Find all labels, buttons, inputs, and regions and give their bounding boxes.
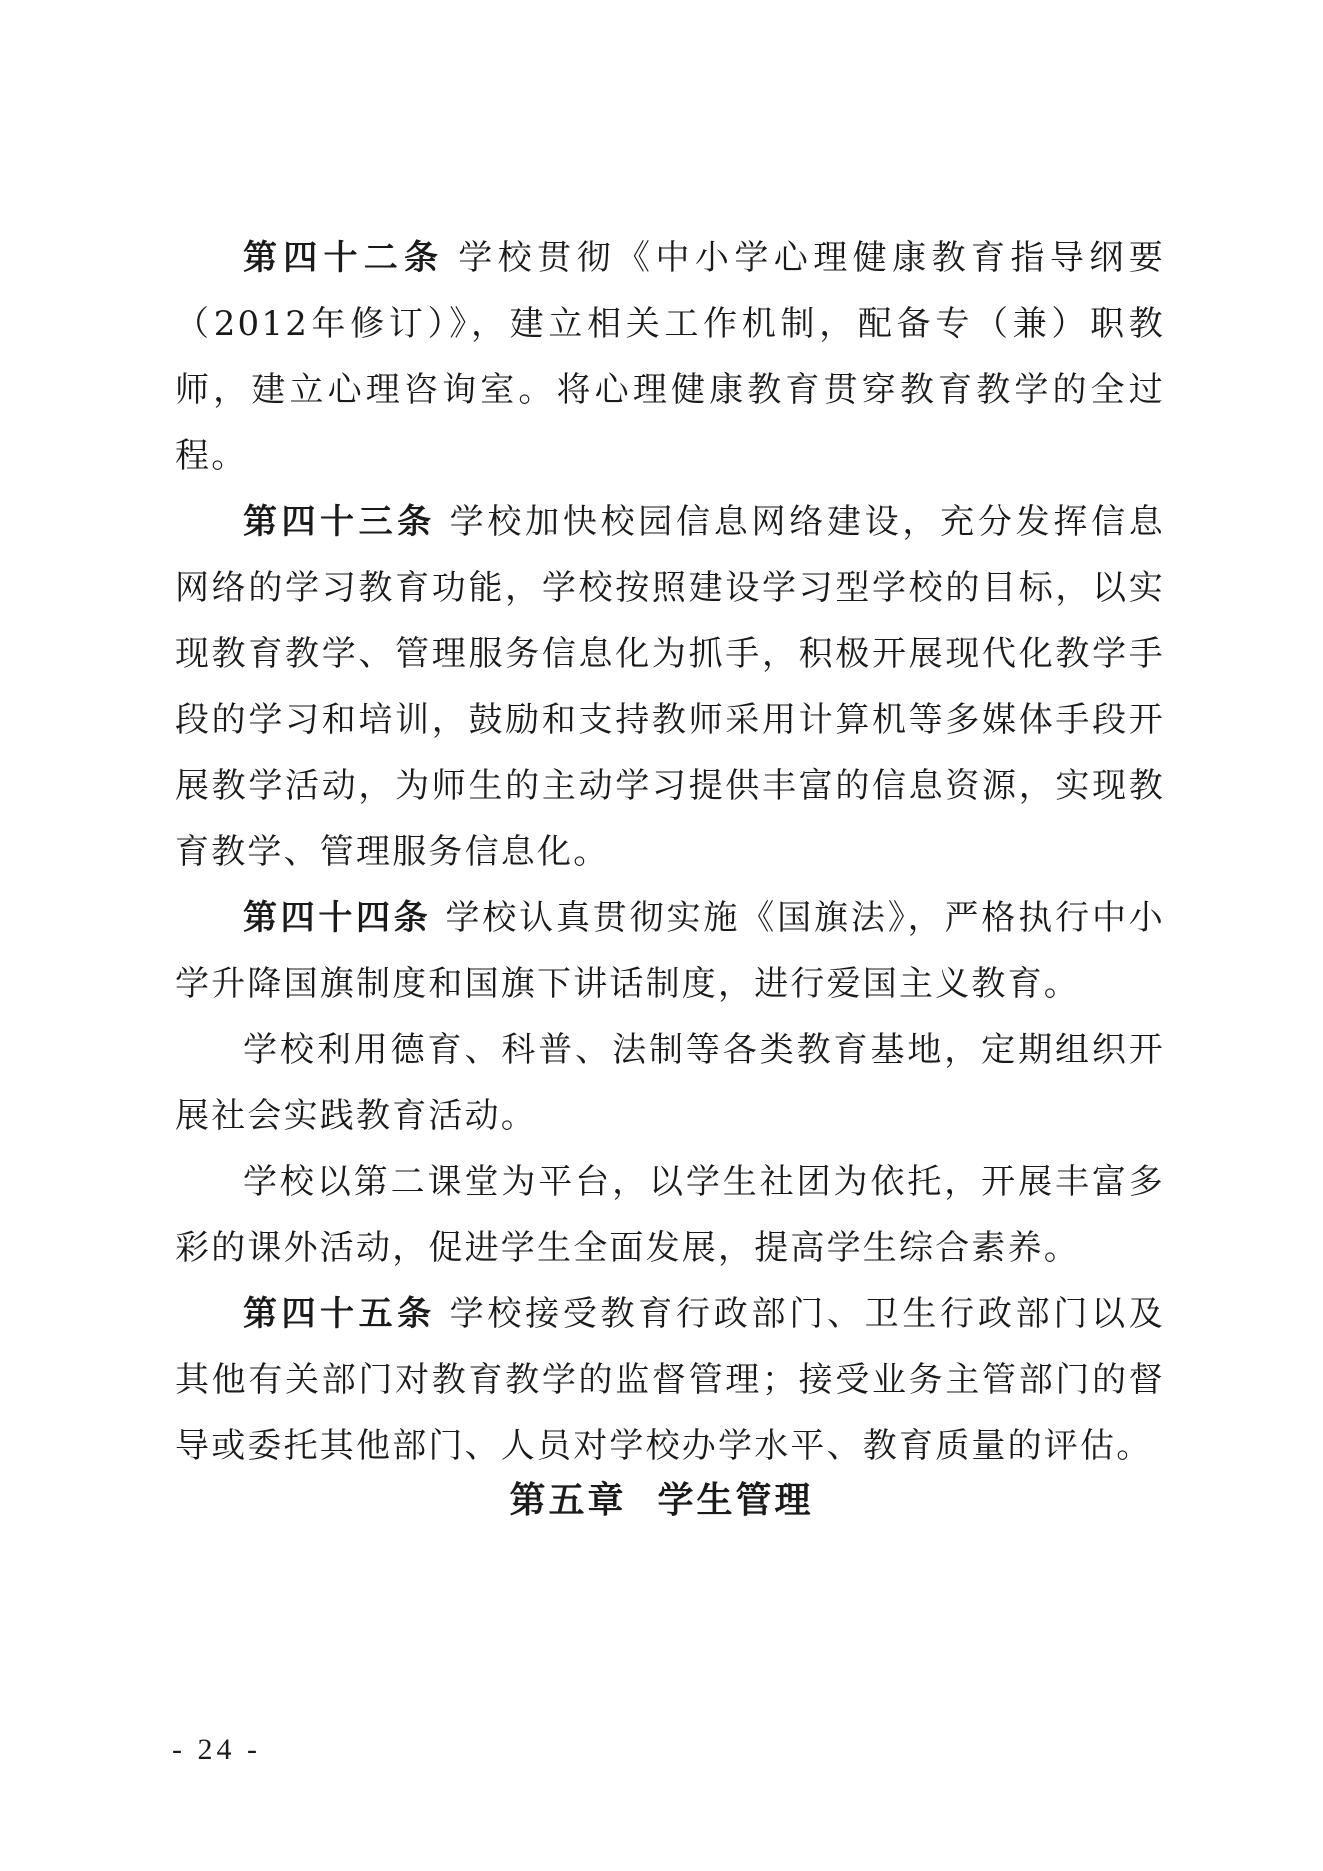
article-44-paragraph-3 xyxy=(175,1149,1165,1281)
article-number: 第四十二条 xyxy=(243,238,445,278)
article-text: 学校认真贯彻实施《国旗法》，严格执行中小学升降国旗制度和国旗下讲话制度，进行爱国主义教育。 xyxy=(175,898,1166,1004)
article-42 xyxy=(175,225,1165,489)
article-43 xyxy=(175,489,1165,885)
document-body xyxy=(175,225,1165,1479)
article-number: 第四十三条 xyxy=(243,502,436,542)
article-44-paragraph-2 xyxy=(175,1017,1165,1149)
article-text: 学校接受教育行政部门、卫生行政部门以及其他有关部门对教育教学的监督管理；接受业务主管部门的督导或委托其他部门、人员对学校办学水平、教育质量的评估。 xyxy=(175,1294,1165,1466)
article-number: 第四十四条 xyxy=(243,898,432,938)
paragraph-text: 学校利用德育、科普、法制等各类教育基地，定期组织开展社会实践教育活动。 xyxy=(175,1030,1165,1136)
page-number: - 24 - xyxy=(172,1733,261,1766)
article-number: 第四十五条 xyxy=(243,1294,436,1334)
article-45 xyxy=(175,1281,1165,1479)
paragraph-text: 学校以第二课堂为平台，以学生社团为依托，开展丰富多彩的课外活动，促进学生全面发展，提高学生综合素养。 xyxy=(175,1162,1165,1268)
article-text: 学校贯彻《中小学心理健康教育指导纲要（2012年修订）》，建立相关工作机制，配备专（兼）职教师，建立心理咨询室。将心理健康教育贯穿教育教学的全过程。 xyxy=(175,238,1165,476)
chapter-heading: 第五章 学生管理 xyxy=(509,1480,814,1521)
article-44 xyxy=(175,885,1165,1017)
article-text: 学校加快校园信息网络建设，充分发挥信息网络的学习教育功能，学校按照建设学习型学校的目标，以实现教育教学、管理服务信息化为抓手，积极开展现代化教学手段的学习和培训，鼓励和支持教师采用计算机等多媒体手段开展教学活动，为师生的主动学习提供丰富的信息资源，实现教育教学、管理服务信息化。 xyxy=(175,502,1165,872)
